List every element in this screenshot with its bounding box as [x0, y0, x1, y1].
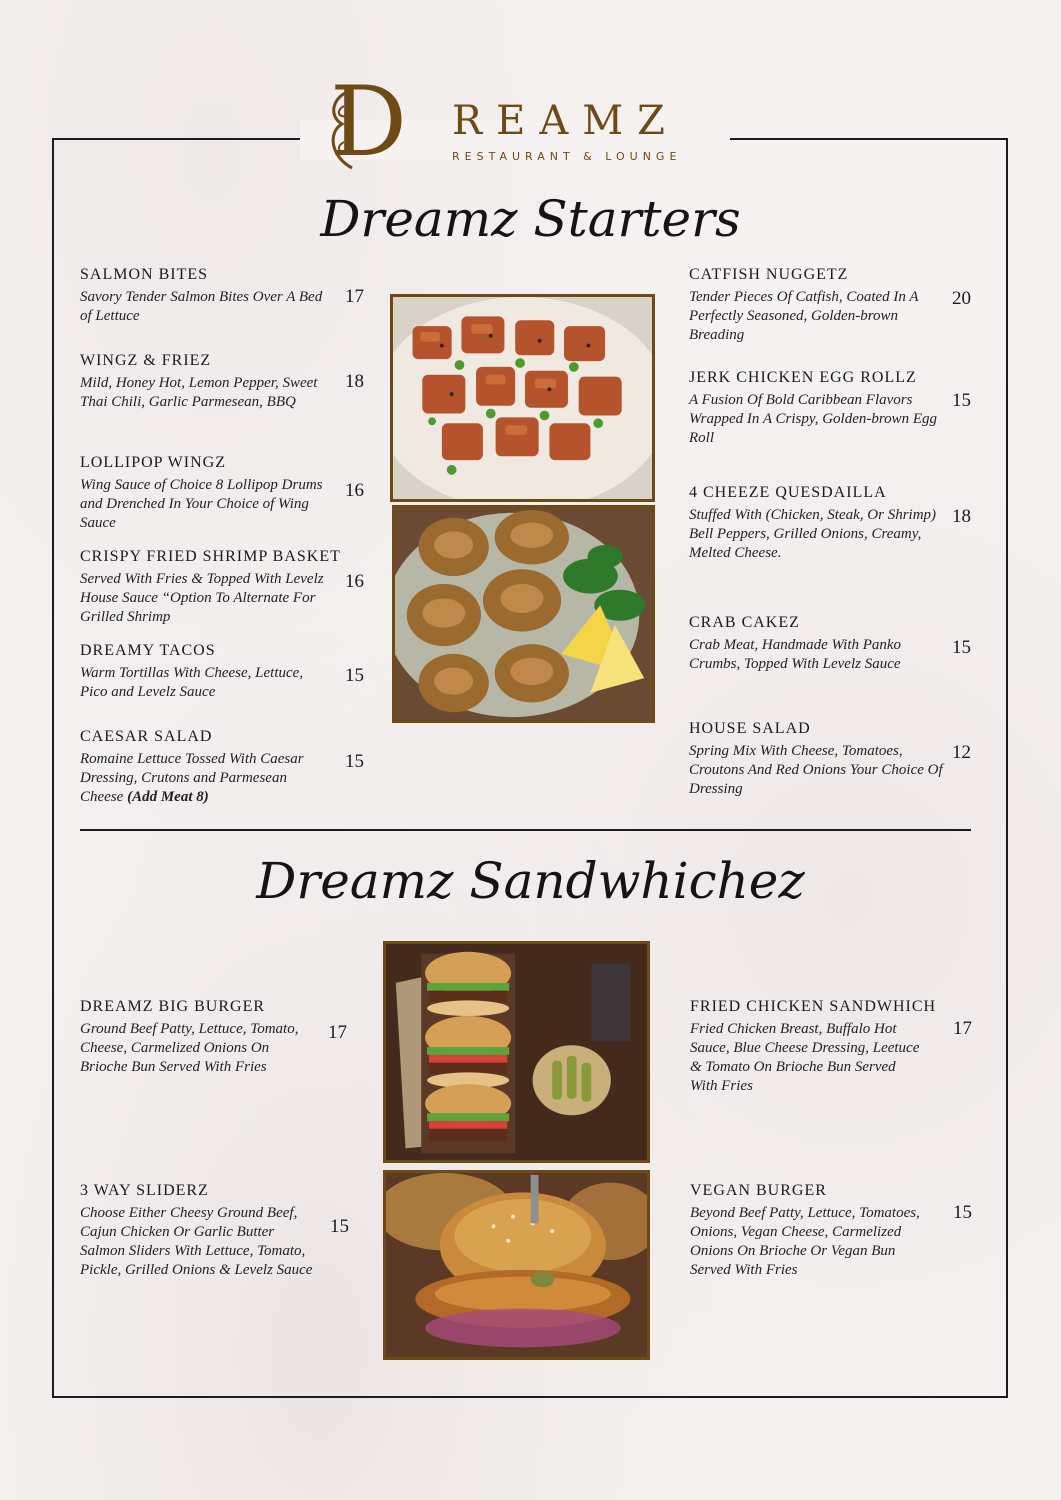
salmon-bites-photo [390, 294, 655, 502]
item-price: 15 [345, 751, 364, 772]
item-price: 15 [952, 637, 971, 658]
item-description: Wing Sauce of Choice 8 Lollipop Drums and Drenched In Your Choice of Wing Sauce [80, 477, 323, 531]
item-extra: (Add Meat 8) [127, 789, 209, 805]
starters-title: Dreamz Starters [320, 190, 741, 248]
item-name: LOLLIPOP WINGZ [80, 454, 226, 471]
menu-item [80, 266, 330, 326]
item-description: Choose Either Cheesy Ground Beef, Cajun Chicken Or Garlic Butter Salmon Sliders With Lettuce, Tomato, Pickle, Grilled Onions & Levelz Sauce [80, 1205, 313, 1278]
menu-item [690, 998, 940, 1096]
item-name: DREAMY TACOS [80, 642, 216, 659]
logo-subtitle: RESTAURANT & LOUNGE [452, 150, 682, 163]
item-name: CRAB CAKEZ [689, 614, 800, 631]
item-price: 16 [345, 480, 364, 501]
item-name: HOUSE SALAD [689, 720, 811, 737]
item-description: Mild, Honey Hot, Lemon Pepper, Sweet Thai Chili, Garlic Parmesean, BBQ [80, 375, 318, 410]
item-name: CATFISH NUGGETZ [689, 266, 849, 283]
item-description: Fried Chicken Breast, Buffalo Hot Sauce, Blue Cheese Dressing, Leetuce & Tomato On Brioche Bun Served With Fries [690, 1021, 920, 1094]
item-price: 15 [952, 390, 971, 411]
menu-item [80, 1182, 320, 1280]
item-name: FRIED CHICKEN SANDWHICH [690, 998, 937, 1015]
item-description: Savory Tender Salmon Bites Over A Bed of Lettuce [80, 289, 323, 324]
item-description: Warm Tortillas With Cheese, Lettuce, Pico and Levelz Sauce [80, 665, 304, 700]
logo-letter: D [330, 66, 407, 178]
item-name: WINGZ & FRIEZ [80, 352, 212, 369]
item-description: Served With Fries & Topped With Levelz House Sauce “Option To Alternate For Grilled Shrimp [80, 571, 324, 625]
item-name: VEGAN BURGER [690, 1182, 827, 1199]
item-price: 15 [345, 665, 364, 686]
item-description: Ground Beef Patty, Lettuce, Tomato, Cheese, Carmelized Onions On Brioche Bun Served With Fries [80, 1021, 299, 1075]
item-description: Spring Mix With Cheese, Tomatoes, Croutons And Red Onions Your Choice Of Dressing [689, 743, 943, 797]
item-description: Tender Pieces Of Catfish, Coated In A Perfectly Seasoned, Golden-brown Breading [689, 289, 919, 343]
item-name: JERK CHICKEN EGG ROLLZ [689, 369, 917, 386]
item-name: CAESAR SALAD [80, 728, 213, 745]
item-price: 17 [345, 286, 364, 307]
menu-item [80, 642, 330, 702]
item-name: DREAMZ BIG BURGER [80, 998, 266, 1015]
item-price: 15 [330, 1216, 349, 1237]
crab-cakes-photo [392, 505, 655, 723]
sandwiches-title: Dreamz Sandwhichez [256, 852, 805, 910]
item-price: 18 [345, 371, 364, 392]
item-description: Romaine Lettuce Tossed With Caesar Dressing, Crutons and Parmesean Cheese (Add Meat 8) [80, 751, 304, 805]
item-price: 12 [952, 742, 971, 763]
item-price: 17 [328, 1022, 347, 1043]
menu-item [689, 720, 947, 799]
brand-logo [322, 66, 702, 178]
menu-item [690, 1182, 930, 1280]
item-price: 15 [953, 1202, 972, 1223]
item-description: Crab Meat, Handmade With Panko Crumbs, Topped With Levelz Sauce [689, 637, 902, 672]
menu-item [689, 266, 939, 345]
menu-item [80, 548, 341, 627]
item-description: Stuffed With (Chicken, Steak, Or Shrimp) Bell Peppers, Grilled Onions, Creamy, Melted Cheese. [689, 507, 937, 561]
item-description: A Fusion Of Bold Caribbean Flavors Wrapped In A Crispy, Golden-brown Egg Roll [689, 392, 938, 446]
item-price: 20 [952, 288, 971, 309]
item-price: 18 [952, 506, 971, 527]
menu-item [689, 484, 944, 563]
logo-wordmark: REAMZ [452, 98, 679, 144]
item-name: 3 WAY SLIDERZ [80, 1182, 209, 1199]
section-divider [80, 829, 971, 831]
item-name: SALMON BITES [80, 266, 209, 283]
menu-item [80, 728, 330, 807]
chicken-sandwich-photo [383, 1170, 650, 1360]
item-name: CRISPY FRIED SHRIMP BASKET [80, 548, 341, 565]
item-price: 16 [345, 571, 364, 592]
menu-item [80, 454, 330, 533]
burgers-photo [383, 941, 650, 1163]
menu-item [689, 614, 939, 674]
item-description: Beyond Beef Patty, Lettuce, Tomatoes, Onions, Vegan Cheese, Carmelized Onions On Brioche Or Vegan Bun Served With Fries [690, 1205, 920, 1278]
menu-item [689, 369, 939, 448]
menu-item [80, 998, 320, 1077]
menu-item [80, 352, 320, 412]
item-price: 17 [953, 1018, 972, 1039]
item-name: 4 CHEEZE QUESDAILLA [689, 484, 887, 501]
